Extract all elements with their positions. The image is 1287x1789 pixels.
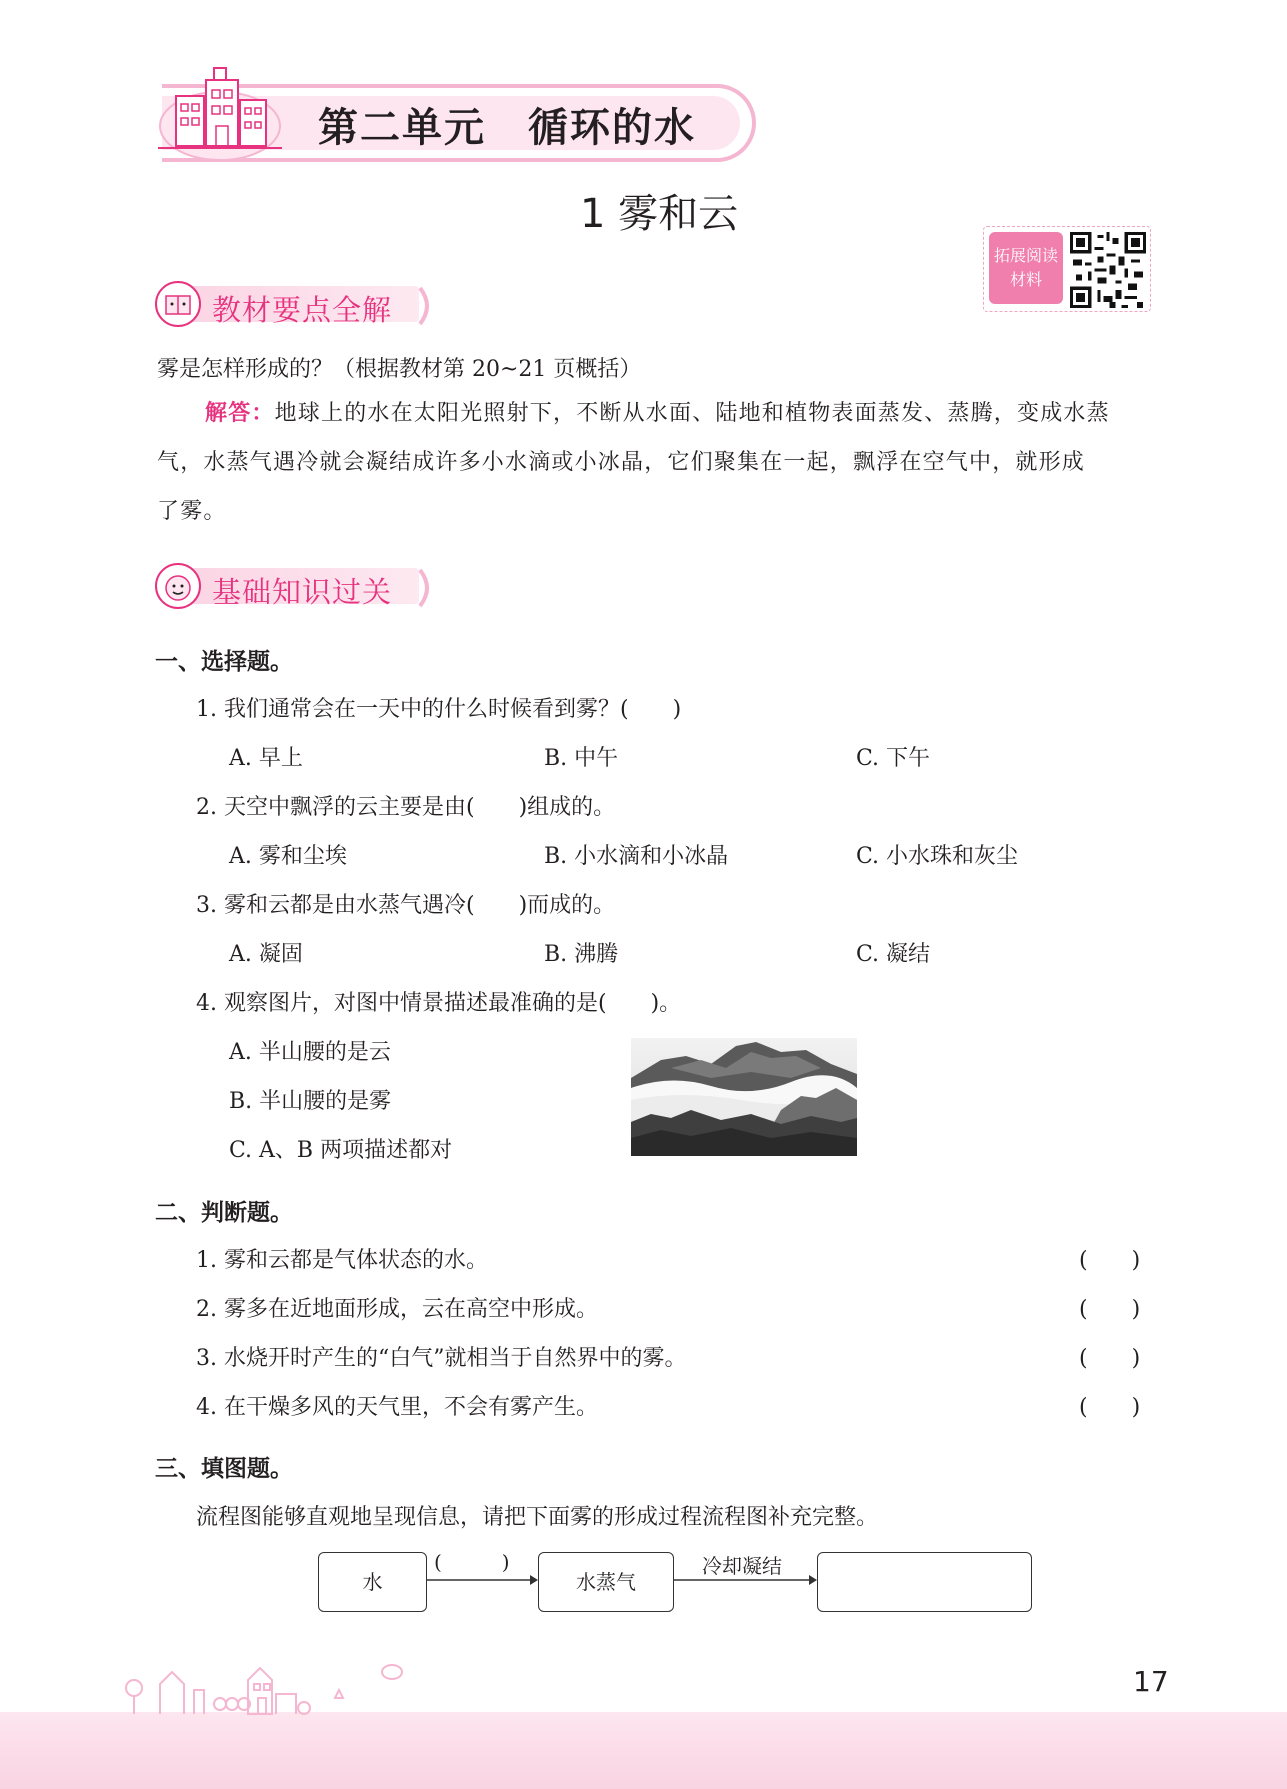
tf-answer-blank-2[interactable]: ( ) <box>1079 1297 1141 1322</box>
extended-reading-tag[interactable] <box>989 232 1063 304</box>
tf-item-4: 4. 在干燥多风的天气里，不会有雾产生。 <box>196 1395 598 1420</box>
section-title: 教材要点全解 <box>212 293 393 327</box>
answer-line-1: 解答：地球上的水在太阳光照射下，不断从水面、陆地和植物表面蒸发、蒸腾，变成水蒸 <box>205 401 1110 426</box>
mc-q3-option-a[interactable]: A. 凝固 <box>229 942 303 967</box>
book-mascot-icon <box>154 280 202 328</box>
section-header-basics <box>154 562 434 610</box>
flow-box-vapor-label: 水蒸气 <box>576 1570 636 1594</box>
key-question: 雾是怎样形成的？（根据教材第 20~21 页概括） <box>157 357 642 382</box>
qr-code-icon[interactable] <box>1070 232 1146 308</box>
tf-item-1: 1. 雾和云都是气体状态的水。 <box>196 1248 488 1273</box>
school-building-icon <box>154 66 286 166</box>
mc-q2-option-a[interactable]: A. 雾和尘埃 <box>229 844 347 869</box>
flow-arrow2-label: 冷却凝结 <box>702 1554 782 1578</box>
page-number: 17 <box>1133 1665 1169 1698</box>
fill-diagram-instruction: 流程图能够直观地呈现信息，请把下面雾的形成过程流程图补充完整。 <box>196 1505 879 1530</box>
tf-item-2: 2. 雾多在近地面形成，云在高空中形成。 <box>196 1297 598 1322</box>
answer-line-3: 了雾。 <box>157 499 227 524</box>
mc-question-3: 3. 雾和云都是由水蒸气遇冷( )而成的。 <box>196 893 616 918</box>
section-title: 基础知识过关 <box>212 575 393 609</box>
bracket-decoration <box>416 568 438 608</box>
qr-label-line1: 拓展阅读 <box>993 246 1058 265</box>
flow-arrow1-blank[interactable]: ( ) <box>434 1550 510 1574</box>
flow-box-answer[interactable] <box>817 1552 1032 1612</box>
flow-box-water <box>318 1552 427 1612</box>
mascot-face-icon <box>154 562 202 610</box>
answer-paragraph <box>157 389 1157 536</box>
flow-arrow-1 <box>426 1573 538 1587</box>
town-illustration-icon <box>120 1650 420 1720</box>
lesson-title: 1 雾和云 <box>580 191 739 237</box>
tf-answer-blank-4[interactable]: ( ) <box>1079 1395 1141 1420</box>
unit-title: 第二单元 循环的水 <box>318 105 696 151</box>
mc-question-2: 2. 天空中飘浮的云主要是由( )组成的。 <box>196 795 616 820</box>
mc-q4-option-c[interactable]: C. A、B 两项描述都对 <box>229 1138 453 1163</box>
mc-question-1: 1. 我们通常会在一天中的什么时候看到雾？( ) <box>196 697 682 722</box>
answer-line-2: 气，水蒸气遇冷就会凝结成许多小水滴或小冰晶，它们聚集在一起，飘浮在空气中，就形成 <box>157 450 1086 475</box>
flow-box-vapor <box>538 1552 674 1612</box>
qr-label-line2: 材料 <box>1009 270 1042 289</box>
mc-q1-option-a[interactable]: A. 早上 <box>229 746 303 771</box>
mc-q2-option-b[interactable]: B. 小水滴和小冰晶 <box>544 844 729 869</box>
mc-q3-option-b[interactable]: B. 沸腾 <box>544 942 619 967</box>
mc-q1-option-c[interactable]: C. 下午 <box>856 746 931 771</box>
flow-box-water-label: 水 <box>362 1570 383 1594</box>
mc-q1-option-b[interactable]: B. 中午 <box>544 746 619 771</box>
footer-band <box>0 1712 1287 1789</box>
mountain-fog-photo <box>631 1038 857 1156</box>
tf-answer-blank-3[interactable]: ( ) <box>1079 1346 1141 1371</box>
mc-q4-option-b[interactable]: B. 半山腰的是雾 <box>229 1089 392 1114</box>
mc-question-4: 4. 观察图片，对图中情景描述最准确的是( )。 <box>196 991 682 1016</box>
true-false-heading: 二、判断题。 <box>155 1200 293 1226</box>
tf-answer-blank-1[interactable]: ( ) <box>1079 1248 1141 1273</box>
bracket-decoration <box>416 286 438 326</box>
mc-q3-option-c[interactable]: C. 凝结 <box>856 942 931 967</box>
fill-diagram-heading: 三、填图题。 <box>155 1456 293 1482</box>
tf-item-3: 3. 水烧开时产生的“白气”就相当于自然界中的雾。 <box>196 1346 687 1371</box>
section-header-key-points <box>154 280 434 328</box>
mc-q2-option-c[interactable]: C. 小水珠和灰尘 <box>856 844 1019 869</box>
flow-arrow-2 <box>673 1573 817 1587</box>
multiple-choice-heading: 一、选择题。 <box>155 649 293 675</box>
answer-label: 解答： <box>205 401 275 426</box>
mc-q4-option-a[interactable]: A. 半山腰的是云 <box>229 1040 391 1065</box>
